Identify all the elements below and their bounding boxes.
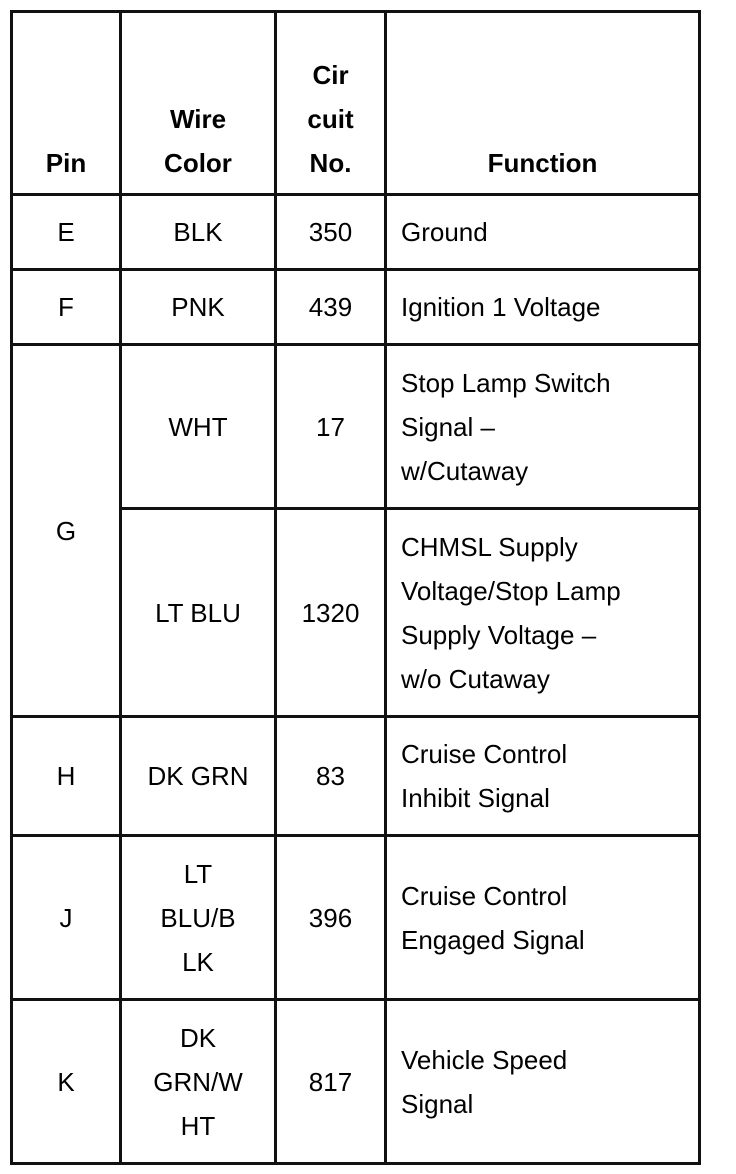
function-line: Engaged Signal bbox=[401, 924, 585, 955]
wire-color-cell bbox=[121, 836, 276, 1000]
table-row bbox=[12, 195, 700, 270]
circuit-cell: 396 bbox=[276, 836, 386, 1000]
function-line: Vehicle Speed bbox=[401, 1044, 568, 1075]
header-circuit-line: Cir bbox=[312, 60, 349, 90]
wire-color-line: LK bbox=[182, 946, 214, 977]
circuit-cell: 83 bbox=[276, 717, 386, 836]
header-wire-color bbox=[121, 12, 276, 195]
pin-cell: F bbox=[12, 270, 121, 345]
function-line: w/o Cutaway bbox=[401, 663, 550, 694]
table-row bbox=[12, 1000, 700, 1164]
wire-color-line: HT bbox=[180, 1110, 216, 1141]
header-function: Function bbox=[386, 12, 700, 195]
function-line: Stop Lamp Switch bbox=[401, 367, 611, 398]
wire-color-cell: LT BLU bbox=[121, 509, 276, 717]
header-pin: Pin bbox=[12, 12, 121, 195]
function-cell bbox=[386, 1000, 700, 1164]
wire-color-cell: DK GRN bbox=[121, 717, 276, 836]
table-row bbox=[12, 836, 700, 1000]
header-wire-color-line: Wire bbox=[169, 104, 227, 134]
circuit-cell: 350 bbox=[276, 195, 386, 270]
wire-color-cell bbox=[121, 1000, 276, 1164]
wire-color-line: DK bbox=[179, 1022, 217, 1053]
header-circuit-line: No. bbox=[309, 148, 352, 178]
header-circuit-line: cuit bbox=[307, 104, 354, 134]
table-row bbox=[12, 717, 700, 836]
function-cell: Ground bbox=[386, 195, 700, 270]
header-circuit-no bbox=[276, 12, 386, 195]
header-row bbox=[12, 12, 700, 195]
function-line: Inhibit Signal bbox=[401, 783, 550, 813]
wire-color-line: GRN/W bbox=[153, 1066, 243, 1097]
header-wire-color-line: Color bbox=[164, 148, 232, 178]
circuit-cell: 439 bbox=[276, 270, 386, 345]
pin-cell: H bbox=[12, 717, 121, 836]
function-line: Supply Voltage – bbox=[401, 619, 597, 650]
pin-cell: G bbox=[12, 345, 121, 717]
circuit-cell: 817 bbox=[276, 1000, 386, 1164]
pin-cell: J bbox=[12, 836, 121, 1000]
function-cell: Ignition 1 Voltage bbox=[386, 270, 700, 345]
connector-pin-table bbox=[10, 10, 701, 1165]
function-line: Cruise Control bbox=[401, 739, 568, 769]
table-row bbox=[12, 270, 700, 345]
function-cell bbox=[386, 836, 700, 1000]
function-cell bbox=[386, 509, 700, 717]
circuit-cell: 17 bbox=[276, 345, 386, 509]
wire-color-cell: PNK bbox=[121, 270, 276, 345]
wire-color-line: BLU/B bbox=[160, 902, 236, 933]
function-line: Signal bbox=[401, 1088, 474, 1119]
table-row bbox=[12, 345, 700, 509]
function-line: CHMSL Supply bbox=[401, 531, 578, 562]
wire-color-cell: BLK bbox=[121, 195, 276, 270]
function-line: Voltage/Stop Lamp bbox=[401, 575, 621, 606]
pin-cell: K bbox=[12, 1000, 121, 1164]
function-cell bbox=[386, 717, 700, 836]
function-line: w/Cutaway bbox=[401, 455, 529, 486]
wire-color-line: LT bbox=[183, 858, 213, 889]
function-line: Cruise Control bbox=[401, 880, 568, 911]
circuit-cell: 1320 bbox=[276, 509, 386, 717]
pin-cell: E bbox=[12, 195, 121, 270]
function-line: Signal – bbox=[401, 411, 495, 442]
function-cell bbox=[386, 345, 700, 509]
wire-color-cell: WHT bbox=[121, 345, 276, 509]
